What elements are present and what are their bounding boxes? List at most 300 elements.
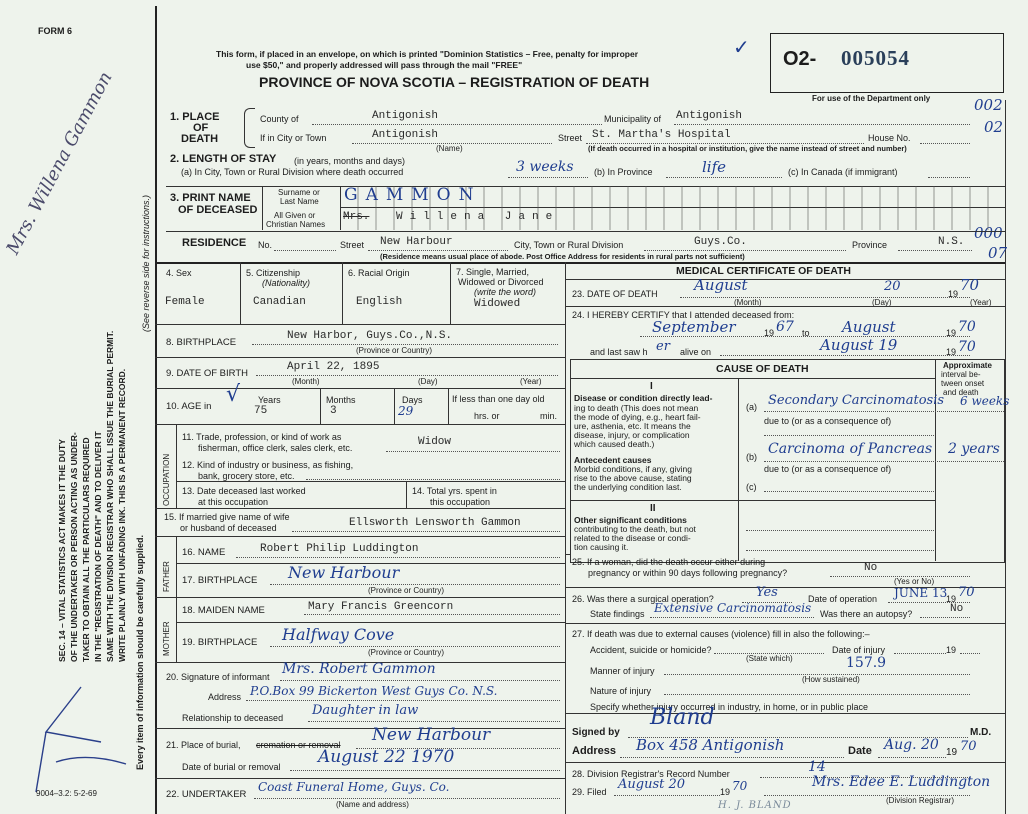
print-name-label-2: OF DECEASED [178,204,258,216]
dept-code-2: 02 [984,118,1004,136]
informant-rel-value: Daughter in law [312,703,419,718]
q29-yr-pre: 19 [720,787,731,797]
residence-city-line [644,250,846,251]
stay-label-note: (in years, months and days) [294,156,406,166]
mother-maiden-value: Mary Francis Greencorn [308,601,454,613]
due-to-2: due to (or as a consequence of) [764,464,892,474]
antecedent-4: the underlying condition last. [574,482,682,492]
years-label: Years [258,395,281,405]
q26-value: Yes [756,585,778,600]
burial-date-value: August 22 1970 [318,747,455,767]
op-yr: 70 [958,585,975,600]
racial-label: 6. Racial Origin [348,268,410,278]
given-label-1: All Given or [274,211,316,220]
cause-a-line [764,411,1004,412]
last-saw-label: and last saw h [590,347,648,357]
q23-month: August [694,276,748,294]
every-item-note: Every item of information should be carefully supplied. [135,534,145,770]
injury-date-line [894,653,946,654]
op-date-label: Date of operation [808,594,878,604]
residence-street-line [368,250,508,251]
dept-code-3: 000 [974,224,1003,242]
q29-line [614,795,720,796]
surname-value: GAMMON [344,185,482,205]
father-birth-line [270,584,560,585]
name-divider-1 [262,186,263,230]
q29-label: 29. Filed [572,787,607,797]
checkmark-icon: ✓ [733,35,750,59]
citizenship-value: Canadian [253,296,306,308]
house-line [920,143,970,144]
q13-label-1: 13. Date deceased last worked [182,486,306,496]
cause-a-interval: 6 weeks [960,394,1010,408]
grid-v-3 [450,262,451,324]
disease-label-2: ing to death (This does not mean [574,403,699,413]
undertaker-note: (Name and address) [336,800,409,809]
parent-h-2 [176,622,565,623]
med-h-4 [565,623,1005,624]
q11-value: Widow [418,436,452,448]
sex-label: 4. Sex [166,268,192,278]
mother-maiden-line [304,614,560,615]
q23-day: 20 [884,279,901,294]
mother-birth-label: 19. BIRTHPLACE [182,637,258,648]
date-label: Date [848,745,872,757]
left-border-line [155,6,157,814]
county-label: County of [260,114,299,124]
dept-use-note: For use of the Department only [812,94,931,103]
age-label: 10. AGE in [166,401,212,412]
father-birth-note: (Province or Country) [368,586,445,595]
citizenship-note: (Nationality) [262,278,311,288]
place-label-3: DEATH [181,133,219,145]
free-mail-notice-2: use $50," and properly addressed will pass through the mail "FREE" [246,60,523,70]
given-value: Willena Jane [396,211,560,223]
age-check-icon: √ [226,382,241,407]
stay-label: 2. LENGTH OF STAY [170,153,277,165]
nature-label: Nature of injury [590,686,652,696]
birthplace-note: (Province or Country) [356,346,433,355]
dob-line [256,375,558,376]
q23-month-note: (Month) [734,298,762,307]
statute-line-7: WRITE PLAINLY WITH UNFADING INK. THIS IS A PERMANENT RECORD. [117,368,127,662]
autopsy-value: No [950,603,964,615]
stay-a-line [508,177,588,178]
municipality-value: Antigonish [676,110,743,122]
due-to-1: due to (or as a consequence of) [764,416,892,426]
dob-label: 9. DATE OF BIRTH [166,368,248,379]
informant-addr-label: Address [208,692,242,702]
injury-date-label: Date of injury [832,645,886,655]
street-label: Street [558,133,583,143]
street-value: St. Martha's Hospital [592,129,731,141]
injury-yr-line [960,653,980,654]
spouse-value: Ellsworth Lensworth Gammon [349,517,521,529]
cause-ii-line [570,500,935,501]
last-saw-value: August 19 [820,336,898,354]
informant-sig-label: 20. Signature of informant [166,672,270,682]
place-label-1: 1. PLACE [170,111,220,123]
marital-label-3: (write the word) [474,287,537,297]
address-line [620,757,844,758]
q27-label: 27. If death was due to external causes (violence) fill in also the following:– [572,629,870,639]
grid-v-2 [342,262,343,324]
how-sustained-note: (How sustained) [802,675,860,684]
statute-line-3: TAKER TO OBTAIN ALL THE PARTICULARS REQUIRED [81,437,91,662]
q29-yr: 70 [732,779,748,793]
signed-label: Signed by [572,727,620,738]
q12-label-1: 12. Kind of industry or business, as fishing, [182,460,354,470]
father-side-label: FATHER [162,561,171,592]
city-value: Antigonish [372,129,439,141]
other-label-1: Other significant conditions [574,515,687,525]
mother-side-label: MOTHER [162,621,171,656]
registration-number-box [770,33,1004,93]
informant-rel-label: Relationship to deceased [182,713,284,723]
father-birth-value: New Harbour [288,563,400,582]
date-yr: 70 [960,739,977,754]
cause-title: CAUSE OF DEATH [716,363,809,375]
mother-birth-line [270,646,560,647]
q28-value: 14 [808,759,826,775]
margin-signature-scrawl [26,682,136,802]
handwritten-margin-name: Mrs. Willena Gammon [2,68,117,258]
given-label-2: Christian Names [266,220,326,229]
cause-label-divider [738,378,739,561]
grid-v-1 [240,262,241,324]
interval-3: tween onset [941,379,985,388]
date-value: Aug. 20 [884,737,939,753]
stay-c-line [928,177,970,178]
q12-line [306,479,560,480]
last-yr: 70 [958,339,976,355]
residence-street-value: New Harbour [380,236,453,248]
father-name-line [236,557,560,558]
father-birth-label: 17. BIRTHPLACE [182,575,258,586]
marital-label-1: 7. Single, Married, [456,267,530,277]
interval-2: interval be- [941,370,981,379]
state-which-note: (State which) [746,654,793,663]
cause-b-value: Carcinoma of Pancreas [768,441,933,457]
other-label-4: tion causing it. [574,542,629,552]
q25-label-2: pregnancy or within 90 days following pregnancy? [588,568,788,578]
q23-year-pre: 19 [948,289,959,299]
stay-a-label: (a) In City, Town or Rural Division where death occurred [181,167,404,177]
days-label: Days [402,395,423,405]
stay-c-label: (c) In Canada (if immigrant) [788,167,898,177]
q24-label: 24. I HEREBY CERTIFY that I attended deceased from: [572,310,795,320]
q28-label: 28. Division Registrar's Record Number [572,769,730,779]
residence-province-value: N.S. [938,236,965,248]
q15-label-1: 15. If married give name of wife [164,512,290,522]
antecedent-2: Morbid conditions, if any, giving [574,464,692,474]
father-name-value: Robert Philip Luddington [260,543,419,555]
house-label: House No. [868,133,911,143]
see-reverse-note: (See reverse side for instructions.) [141,194,151,332]
stay-a-value: 3 weeks [516,159,574,175]
residence-label: RESIDENCE [182,237,247,249]
q13-label-2: at this occupation [198,497,269,507]
grid-h-9 [155,728,565,729]
mother-birth-note: (Province or Country) [368,648,445,657]
section-ii: II [650,503,656,514]
place-brace [244,108,255,148]
parent-side-divider [176,536,177,662]
other-line-2 [746,550,934,551]
citizenship-label: 5. Citizenship [246,268,301,278]
residence-city-value: Guys.Co. [694,236,747,248]
last-saw-suffix: er [656,339,670,354]
statute-line-4: IN THE "REGISTRATION OF DEATH" AND TO DELIVER IT [93,431,103,662]
q11-label-1: 11. Trade, profession, or kind of work as [182,432,342,442]
q11-label-2: fisherman, office clerk, sales clerk, etc. [198,443,353,453]
grid-h-5 [155,508,565,509]
grid-h-2 [155,357,565,358]
op-yr-pre: 19 [946,594,957,604]
informant-sig-value: Mrs. Robert Gammon [282,661,436,677]
other-label-2: contributing to the death, but not [574,524,696,534]
accident-label: Accident, suicide or homicide? [590,645,712,655]
racial-value: English [356,296,403,308]
informant-addr-value: P.O.Box 99 Bickerton West Guys Co. N.S. [250,684,498,698]
residence-street-label: Street [340,240,365,250]
dept-code-1: 002 [974,96,1003,114]
q24-to-word: to [802,328,810,338]
cause-title-line [570,378,935,379]
disease-label-3: the mode of dying, e.g., heart fail- [574,412,701,422]
manner-label: Manner of injury [590,666,655,676]
undertaker-value: Coast Funeral Home, Guys. Co. [258,780,450,794]
findings-label: State findings [590,609,645,619]
grid-h-7 [155,597,565,598]
q24-to-yr-pre: 19 [946,328,957,338]
undertaker-line [254,798,560,799]
burial-place-label-1: 21. Place of burial, [166,740,241,750]
cause-b-interval: 2 years [948,441,1000,457]
occ-h-1 [176,481,565,482]
informant-rel-line [308,721,560,722]
signed-value: Bland [650,705,715,730]
q25-label-1: 25. If a woman, did the death occur either during [572,557,766,567]
medical-title: MEDICAL CERTIFICATE OF DEATH [676,265,851,277]
form-number: FORM 6 [38,26,73,36]
informant-sig-line [280,680,560,681]
statute-line-6: SAME WITH THE DIVISION REGISTRAR WHO SHALL ISSUE THE BURIAL PERMIT. [105,330,115,662]
hj-bland-stamp: H. J. BLAND [718,800,792,811]
q23-day-note: (Day) [872,298,892,307]
q24-to-yr: 70 [958,319,976,335]
q23-line [680,297,970,298]
op-date-value: JUNE 13 [894,586,948,600]
medical-title-line [565,279,1005,280]
years-value: 75 [254,405,268,417]
q11-line [386,451,560,452]
less-day-2: hrs. or [474,411,500,421]
q24-from: September [652,318,736,336]
stay-b-label: (b) In Province [594,167,653,177]
dob-year-note: (Year) [520,377,542,386]
med-h-2 [565,554,570,555]
interval-divider [935,359,936,561]
antecedent-label: Antecedent causes [574,455,652,465]
med-h-1 [565,306,1005,307]
q25-value: No [864,562,878,574]
med-h-6 [565,762,1005,763]
date-yr-pre: 19 [946,747,958,758]
q23-label: 23. DATE OF DEATH [572,289,658,299]
marital-value: Widowed [474,298,521,310]
free-mail-notice-1: This form, if placed in an envelope, on which is printed "Dominion Statistics – Free, penalty for improper [216,49,639,59]
disease-label-1: Disease or condition directly lead- [574,393,713,403]
disease-label-4: ure, asthenia, etc. It means the [574,421,691,431]
statute-line-2: OF THE UNDERTAKER OR PERSON ACTING AS UNDER- [69,432,79,662]
q23-year: 70 [960,276,980,294]
occ-v-1 [406,481,407,508]
address-label: Address [572,745,617,757]
other-line-1 [746,530,934,531]
q23-year-note: (Year) [970,298,992,307]
disease-label-6: which caused death.) [574,439,655,449]
grid-h-1 [155,324,565,325]
autopsy-line [920,617,970,618]
q26-label: 26. Was there a surgical operation? [572,594,714,604]
grid-h-4 [155,424,565,425]
dob-value: April 22, 1895 [287,361,380,373]
yes-no-note: (Yes or No) [894,577,935,586]
q15-line [292,531,560,532]
interval-1: Approximate [943,361,992,370]
manner-code: 157.9 [846,655,887,671]
date-line [878,757,946,758]
grid-h-10 [155,778,565,779]
less-day-3: min. [540,411,558,421]
disease-label-5: disease, injury, or complication [574,430,690,440]
age-v-3 [448,388,449,424]
months-value: 3 [330,405,337,417]
mother-birth-value: Halfway Cove [282,625,395,644]
dept-code-4: 07 [988,244,1008,262]
cause-c-line [764,491,934,492]
q15-label-2: or husband of deceased [180,523,277,533]
months-label: Months [326,395,356,405]
residence-note: (Residence means usual place of abode. Post Office Address for residents in rural parts not sufficient) [380,252,745,261]
burial-place-label-2: cremation or removal [256,740,341,750]
occupation-side-label: OCCUPATION [162,453,171,506]
age-v-1 [320,388,321,424]
findings-value: Extensive Carcinomatosis [654,601,812,615]
antecedent-3: rise to the above cause, stating [574,473,692,483]
stay-b-value: life [702,158,727,176]
days-value: 29 [398,404,414,418]
city-label: If in City or Town [260,133,327,143]
registrar-note: (Division Registrar) [886,796,955,805]
med-h-5 [565,713,1005,714]
other-label-3: related to the disease or condi- [574,533,691,543]
less-day-1: If less than one day old [452,394,545,404]
dob-day-note: (Day) [418,377,438,386]
grid-h-3 [155,388,565,389]
statute-line-1: SEC. 14 – VITAL STATISTICS ACT MAKES IT THE DUTY [57,439,67,662]
cause-a-prefix: (a) [746,402,757,412]
age-v-2 [394,388,395,424]
last-yr-pre: 19 [946,347,957,357]
q14-label-2: this occupation [430,497,491,507]
reg-prefix: O2- [783,48,817,70]
sex-value: Female [165,296,205,308]
cause-a-value: Secondary Carcinomatosis [768,393,945,408]
informant-addr-line [246,700,560,701]
undertaker-label: 22. UNDERTAKER [166,789,247,800]
residence-city-label: City, Town or Rural Division [514,240,624,250]
place-label-2: OF [193,122,209,134]
residence-no-label: No. [258,240,273,250]
burial-date-label: Date of burial or removal [182,762,281,772]
cause-b-line [764,461,1004,462]
cause-c-prefix: (c) [746,482,757,492]
q24-to: August [842,318,896,336]
mother-maiden-label: 18. MAIDEN NAME [182,605,265,616]
birthplace-line [252,344,558,345]
county-line [312,124,602,125]
injury-yr-pre: 19 [946,645,957,655]
form-code: 9004–3.2: 5-2-69 [36,789,97,798]
print-name-label-1: 3. PRINT NAME [170,192,251,204]
burial-date-line [290,770,560,771]
municipality-line [674,124,970,125]
address-value: Box 458 Antigonish [636,736,785,754]
birthplace-value: New Harbor, Guys.Co.,N.S. [287,330,453,342]
registrar-signature: Mrs. Edee E. Luddington [812,774,991,790]
marital-label-2: Widowed or Divorced [458,277,544,287]
occ-side-divider [176,424,177,508]
interval-4: and death [943,388,979,397]
birthplace-label: 8. BIRTHPLACE [166,337,237,348]
autopsy-label: Was there an autopsy? [820,609,913,619]
md-label: M.D. [970,727,992,738]
burial-place-value: New Harbour [372,725,491,745]
q24-from-yr: 67 [776,319,794,335]
cause-b-prefix: (b) [746,452,757,462]
nature-line [664,694,970,695]
stay-b-line [666,177,782,178]
specify-label: Specify whether injury occurred in industry, in home, or in public place [590,702,868,712]
cause-a2-line [764,435,934,436]
section-divider [155,262,1005,264]
findings-line [650,617,814,618]
grid-h-6 [155,536,565,537]
surname-label-2: Last Name [280,197,319,206]
q12-label-2: bank, grocery store, etc. [198,471,295,481]
dob-month-note: (Month) [292,377,320,386]
hospital-note: (If death occurred in a hospital or institution, give the name instead of street and number) [588,144,907,153]
alive-on-label: alive on [680,347,712,357]
q24-line-2 [720,355,970,356]
municipality-label: Municipality of [604,114,662,124]
q29-value: August 20 [618,777,686,792]
column-divider [565,262,566,814]
residence-province-line [898,250,972,251]
county-value: Antigonish [372,110,439,122]
reg-number: 005054 [841,46,910,70]
father-name-label: 16. NAME [182,547,226,558]
given-prefix: Mrs. [343,211,370,223]
form-title: PROVINCE OF NOVA SCOTIA – REGISTRATION OF DEATH [259,74,650,90]
residence-province-label: Province [852,240,888,250]
residence-no-line [274,250,336,251]
surname-label-1: Surname or [278,188,320,197]
name-note: (Name) [436,144,463,153]
q24-from-yr-pre: 19 [764,328,775,338]
